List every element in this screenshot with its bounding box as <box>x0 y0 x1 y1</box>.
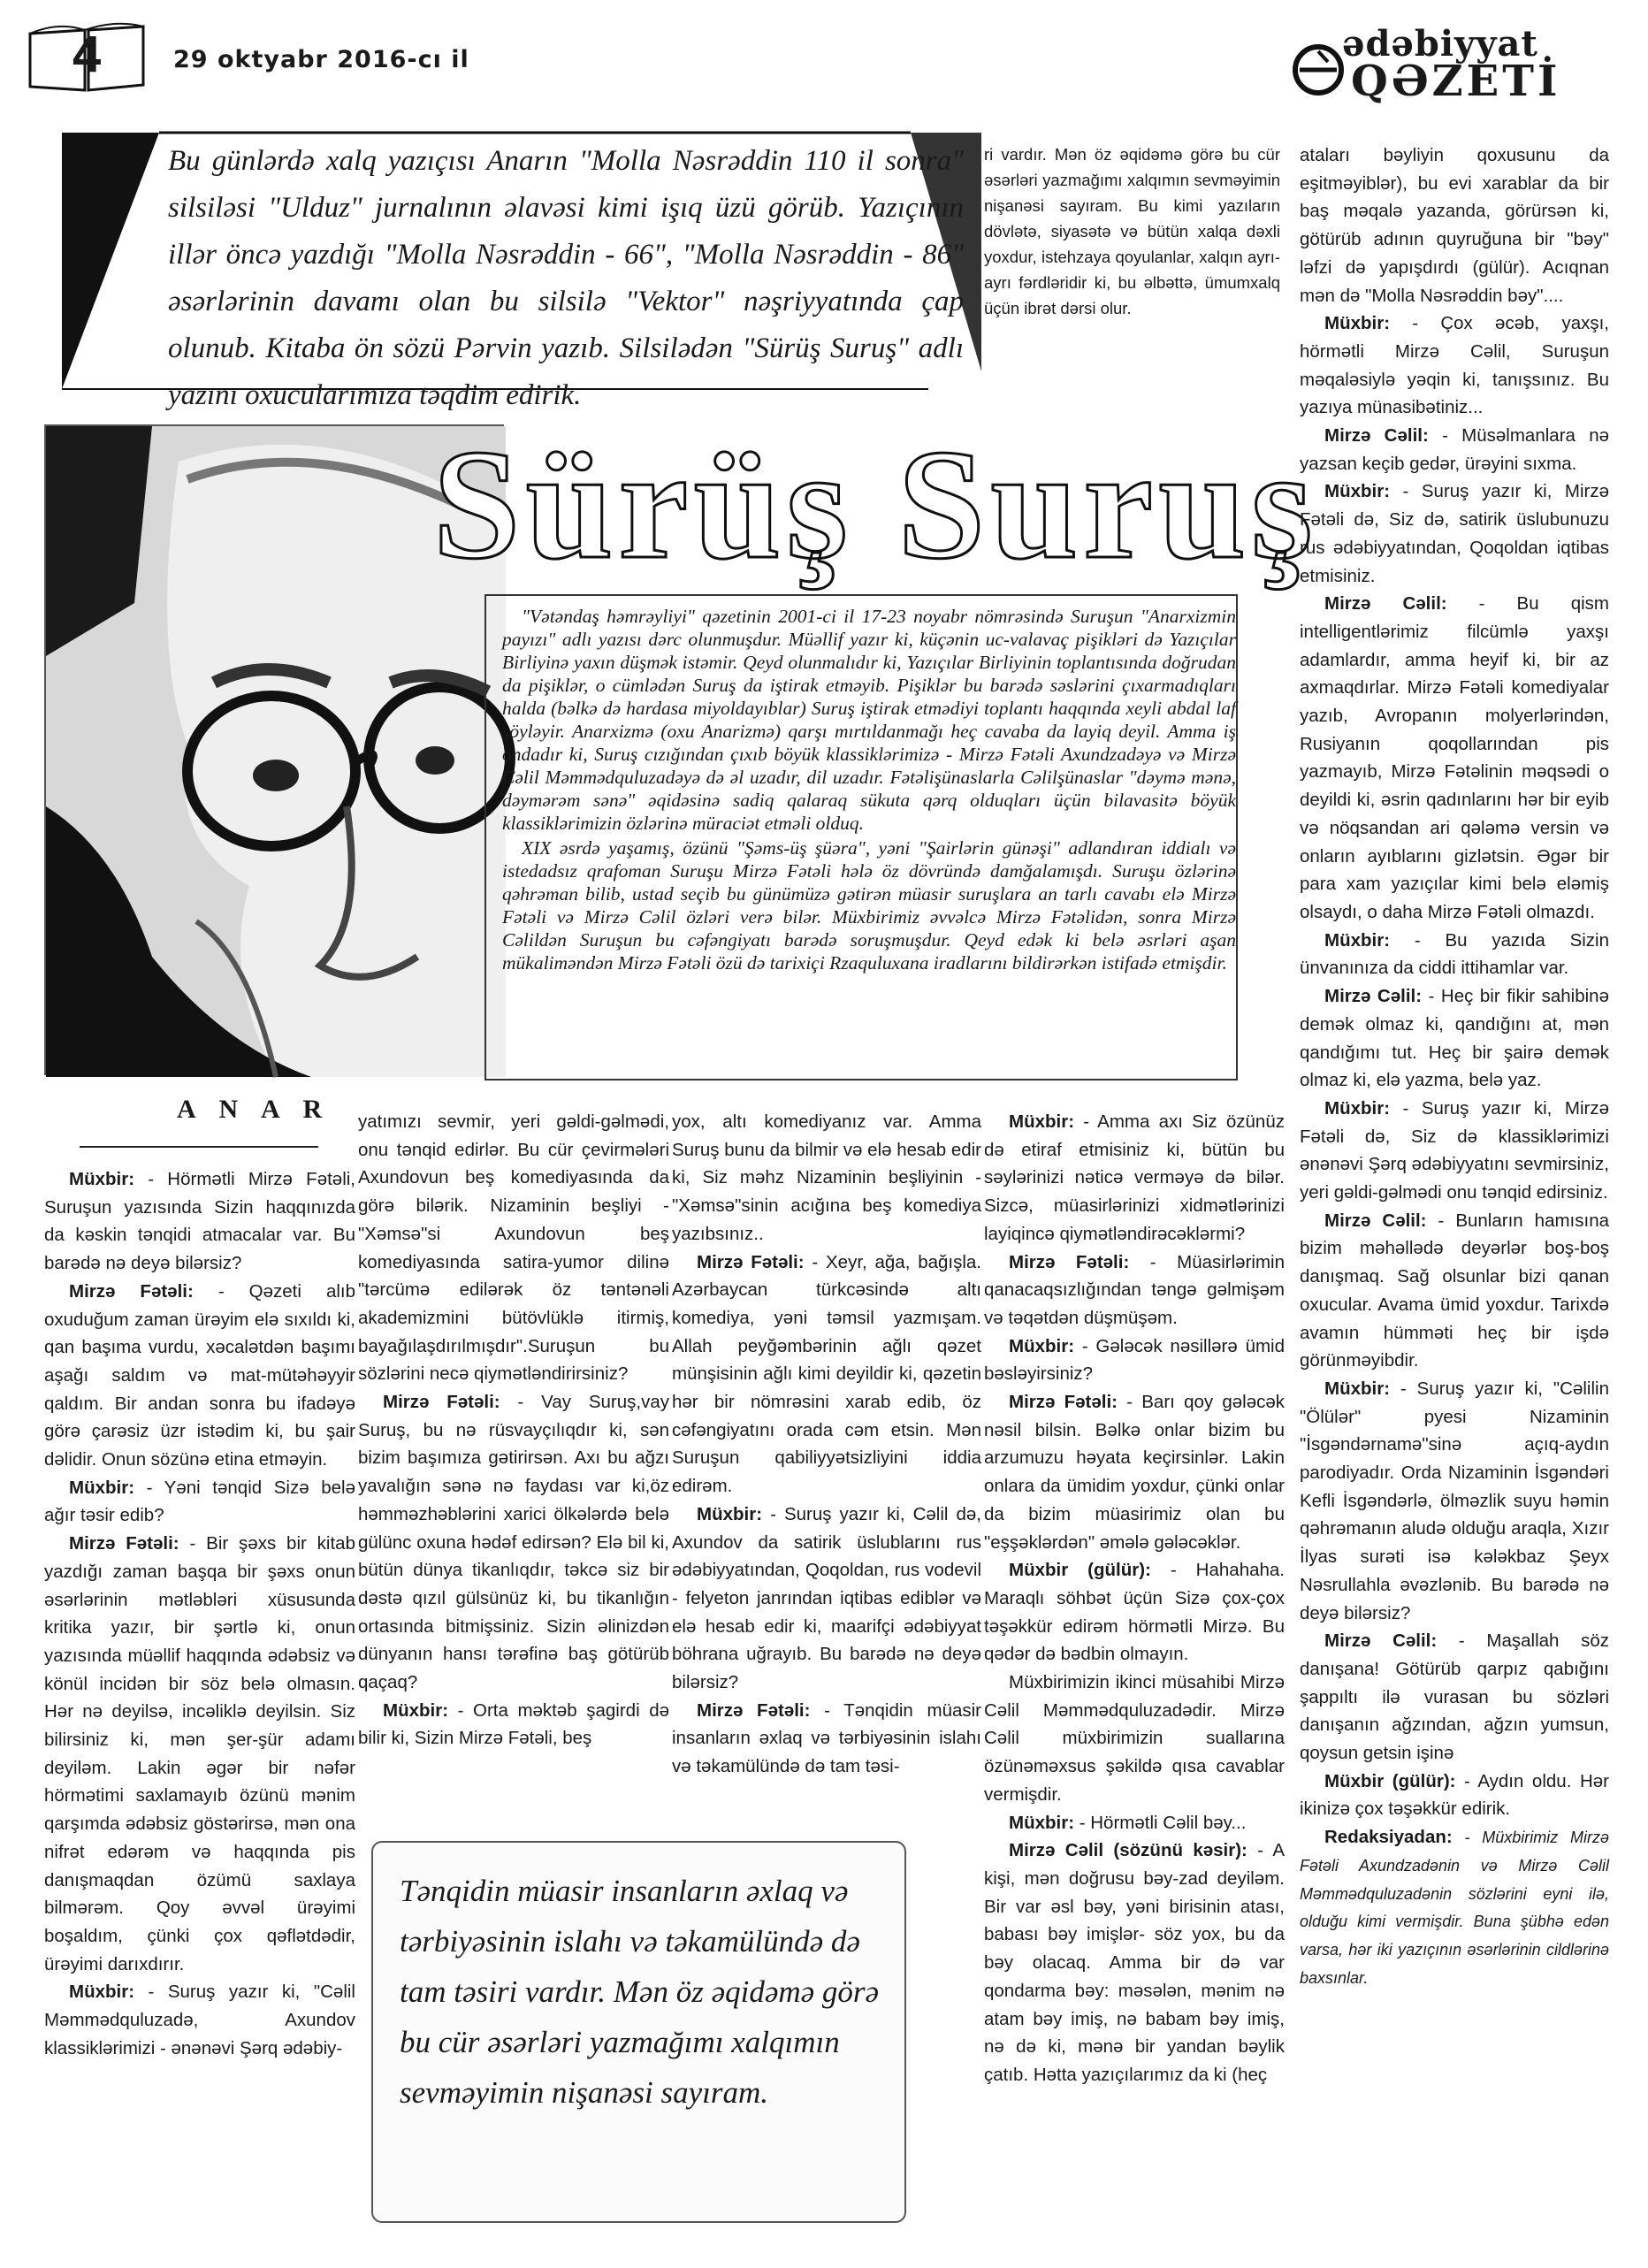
dialogue-text: - Orta məktəb şagirdi də bilir ki, Sizin Mirzə Fətəli, beş <box>358 1699 669 1749</box>
speaker-label: Mirzə Cəlil: <box>1324 593 1447 615</box>
dialogue-paragraph <box>44 1474 355 1530</box>
author-name: A N A R <box>177 1095 332 1124</box>
dialogue-paragraph <box>44 1165 355 1278</box>
dialogue-text: - A kişi, mən doğrusu bəy-zad deyiləm. Bir var əsl bəy, yəni birisinin atası, babası bəy imişlər- söz yox, bu da bəy olacaq. Amma bir də var qondarma bəy: məsələn, mənim nə atam bəy imiş, nə babam bəy imiş, nə də ki, mənə bir yandan bəylik çatıb. Hətta yazıçılarımız da ki (heç <box>984 1840 1285 2085</box>
speaker-label: Müxbir: <box>1009 1335 1075 1356</box>
dialogue-paragraph <box>1300 141 1609 309</box>
dialogue-text: - Müxbirimiz Mirzə Fətəli Axundzadənin və Mirzə Cəlil Məmmədquluzadənin sözlərini eyni ilə, olduğu kimi vermişdir. Buna şübhə edən varsa, hər iki yazıçının əsərlərinin cildlərinə baxsınlar. <box>1300 1829 1609 1987</box>
speaker-label: Müxbir: <box>69 1169 135 1189</box>
column-right-top <box>984 141 1280 321</box>
dialogue-text: - Müsəlmanlara nə yazsan keçib gedər, ürəyini sıxma. <box>1300 425 1609 474</box>
dialogue-text: ri vardır. Mən öz əqidəmə görə bu cür əsərləri yazmağımı xalqımın sevməyimin nişanəsi sayıram. Bu kimi yazıların dövlətə, siyasətə və bütün xalqa dəxli yoxdur, istehzaya qoyulanlar, xalqın ayrı-ayrı fərdləridir ki, bu əlbəttə, ümumxalq üçün ibrət dərsi olur. <box>984 145 1280 317</box>
dialogue-paragraph <box>1300 1207 1609 1375</box>
dialogue-paragraph <box>358 1388 669 1697</box>
speaker-label: Mirzə Cəlil: <box>1324 425 1429 447</box>
dialogue-paragraph <box>984 1809 1285 1837</box>
column-4 <box>984 1108 1285 2089</box>
dialogue-text: Müxbirimizin ikinci müsahibi Mirzə Cəlil Məmmədquluzadədir. Mirzə Cəlil müxbirimizin suallarına özünəməxsus şəkildə qısa cavablar vermişdir. <box>984 1672 1285 1805</box>
dialogue-text: - Barı qoy gələcək nəsil bilsin. Bəlkə onlar bizim bu arzumuzu həyata keçirsinlər. Lakin onlara da ümidim yoxdur, çünki onlar da bizim müasirimiz olan bu "eşşəklərdən" əmələ gələcəklər. <box>984 1392 1286 1553</box>
dialogue-text: - Xeyr, ağa, bağışla. Azərbaycan türkcəsində altı komediya, yəni təmsil yazmışam. Allah peyğəmbərinin ağlı qəzet münşisinin ağlı kimi deyildir ki, qəzetin hər bir nömrəsini xarab edib, öz cəfəngiyatını orada cəm etsin. Mən Suruşun qabiliyyətsizliyini iddia edirəm. <box>672 1251 982 1497</box>
dialogue-text: - Bir şəxs bir kitab yazdığı zaman başqa bir şəxs onun əsərlərinin mətləbləri xüsusunda kritika yazır, bir şərtlə ki, onun yazısında müəllif haqqında ədəbsiz və könül incidən bir söz belə olmasın. Hər nə deyilsə, incəliklə deyilsin. Siz bilirsiniz ki, mən şer-şür adamı deyiləm. Lakin əgər bir nəfər hörmətimi saxlamayıb özünü mənim qarşımda ədəbsiz göstərirsə, mən ona nifrət edərəm və haqqında pis danışmaqdan özümü saxlaya bilmərəm. Qoy əvvəl ürəyimi boşaldım, çünki çox qəflətdədir, ürəyimi darıxdırır. <box>44 1533 355 1974</box>
speaker-label: Mirzə Fətəli: <box>1009 1392 1118 1413</box>
speaker-label: Mirzə Fətəli: <box>697 1699 811 1721</box>
page-number: 4 <box>72 26 102 83</box>
dialogue-text: - Tənqidin müasir insanların əxlaq və tərbiyəsinin islahı və təkamülündə də tam təsi- <box>672 1699 981 1777</box>
dialogue-text: - Yəni tənqid Sizə belə ağır təsir edib? <box>44 1477 355 1526</box>
article-title-graphic <box>432 416 1318 592</box>
dialogue-text: - Müasirlərimin qanacaqsızlığından təngə gəlmişəm və təqətdən düşmüşəm. <box>984 1251 1285 1328</box>
lead-text <box>502 605 1236 976</box>
dialogue-paragraph <box>672 1249 981 1501</box>
speaker-label: Müxbir: <box>1324 1097 1391 1119</box>
speaker-label: Müxbir: <box>69 1477 135 1498</box>
dialogue-paragraph <box>1300 1375 1609 1627</box>
dialogue-paragraph <box>984 1108 1285 1249</box>
intro-text: Bu günlərdə xalq yazıçısı Anarın "Molla Nəsrəddin 110 il sonra" silsiləsi "Ulduz" jurnalının əlavəsi kimi işıq üzü görüb. Yazıçının illər öncə yazdığı "Molla Nəsrəddin - 66", "Molla Nəsrəddin - 86" əsərlərinin davamı olan bu silsilə "Vektor" nəşriyyatında çap olunub. Kitaba ön sözü Pərvin yazıb. Silsilədən "Sürüş Suruş" adlı yazını oxucularımıza təqdim edirik. <box>168 145 964 411</box>
speaker-label: Mirzə Fətəli: <box>69 1280 194 1302</box>
lead-paragraph: XIX əsrdə yaşamış, özünü "Şəms-üş şüəra", yəni "Şairlərin günəşi" adlandıran iddialı və istedadsız qrafoman Suruşu Mirzə Fətəli hələ öz dövründə damğalamışdı. Suruşu özlərinə qəhrəman bilib, ustad seçib bu günümüzə gətirən müasir suruşlara an tarlı cavabı elə Mirzə Fətəli və Mirzə Cəlil özləri verə bilər. Müxbirimiz əvvəlcə Mirzə Fətəlidən, sonra Mirzə Cəlildən Suruşun bu cəfəngiyatı barədə soruşmuşdur. Qeyd edək ki belə əsrləri aşan mükaliməndən Mirzə Fətəli özü də tarixiçi Rzaquluxana iradlarını bildirərkən istifadə etmişdir. <box>502 837 1236 974</box>
dialogue-text: - Çox əcəb, yaxşı, hörmətli Mirzə Cəlil, Suruşun məqaləsiylə yəqin ki, tanışsınız. Bu yazıya münasibətiniz... <box>1300 313 1609 418</box>
dialogue-paragraph <box>984 141 1280 321</box>
dialogue-text: - Aydın oldu. Hər ikinizə çox təşəkkür edirik. <box>1300 1770 1609 1820</box>
speaker-label: Müxbir: <box>1324 313 1391 334</box>
dialogue-paragraph <box>1300 1095 1609 1207</box>
dialogue-text: - Qəzeti alıb oxuduğum zaman ürəyim elə sıxıldı ki, qan başıma vurdu, xəcalətdən başımı aşağı saldım və mat-mütəhəyyir qaldım. Bir andan sonra bu ifadəyə görə çarəsiz üzr istədim ki, bu şair dəlidir. Onun sözünə etina etməyin. <box>44 1280 355 1470</box>
issue-date: 29 oktyabr 2016-cı il <box>173 46 469 73</box>
dialogue-paragraph <box>358 1697 669 1753</box>
dialogue-paragraph <box>984 1249 1285 1333</box>
dialogue-text: - Hörmətli Cəlil bəy... <box>1074 1812 1247 1833</box>
speaker-label: Mirzə Cəlil (sözünü kəsir): <box>1009 1840 1247 1861</box>
article-title <box>432 416 1318 592</box>
dialogue-paragraph <box>44 1978 355 2062</box>
speaker-label: Mirzə Cəlil: <box>1324 986 1423 1007</box>
speaker-label: Müxbir: <box>69 1982 135 2003</box>
speaker-label: Müxbir: <box>383 1699 449 1721</box>
dialogue-paragraph <box>1300 1823 1609 1991</box>
speaker-label: Mirzə Fətəli: <box>69 1533 179 1554</box>
pull-quote <box>371 1841 906 2223</box>
dialogue-text: - Suruş yazır ki, Mirzə Fətəli də, Siz də klassiklərimizi ənənəvi Şərq ədəbiyyatını sevmirsiniz, yeri gəldi-gəlmədi onu tənqid edirsiniz. <box>1300 1097 1609 1203</box>
dialogue-text: - Bu qism intelligentlərimiz filcümlə yaxşı adamlardır, amma heyif ki, bir az axmaqdırlar. Mirzə Fətəli komediyalar yazıb, Avropanın molyerlərindən, Rusiyanın qoqollarından pis yazmayıb, Mirzə Fətəlinin məqsədi o deyildi ki, əsrin qadınlarını hər bir eyib və nöqsandan ari qələmə versin və onların ayıblarını gizlətsin. Əgər bir para xam yazıçılar kimi belə eləmiş olsaydı, o daha Mirzə Fətəli olmazdı. <box>1300 593 1609 922</box>
speaker-label: Redaksiyadan: <box>1324 1827 1453 1848</box>
article-title-text: Sürüş Suruş <box>432 416 1318 592</box>
logo-emblem-icon <box>1287 39 1349 101</box>
dialogue-text: - Suruş yazır ki, Mirzə Fətəli də, Siz də, satirik üslubunuzu rus ədəbiyyatından, Qoqoldan iqtibas etmisiniz. <box>1300 481 1609 586</box>
dialogue-text: - Bunların hamısına bizim məhəllədə deyərlər boş-boş danışmaq. Sağ olsunlar bizi qanan oxucular. Avama ümid yoxdur. Tarixdə avamın hümməti heç bir işdə görünməyibdir. <box>1300 1210 1609 1371</box>
dialogue-paragraph <box>1300 477 1609 590</box>
column-1 <box>44 1165 355 2063</box>
dialogue-text: - Suruş yazır ki, Cəlil də, Axundov da satirik üslublarını rus ədəbiyyatından, Qoqoldan, rus vodevil - felyeton janrından iqtibas ediblər və elə hesab edir ki, maarifçi ədəbiyyat böhrana uğrayıb. Bu barədə nə deyə bilərsiz? <box>672 1503 981 1693</box>
lead-box <box>484 594 1238 1081</box>
column-2 <box>358 1108 669 1753</box>
speaker-label: Müxbir: <box>1009 1812 1075 1833</box>
dialogue-paragraph <box>984 1837 1285 2089</box>
dialogue-text: - Vay Suruş,vay Suruş, bu nə rüsvayçılıqdır ki, sən bizim başımıza gətirirsən. Axı bu ağzı yavalığın sənə nə faydası var ki,öz həmməzhəblərini xarici ölkələrdə belə gülünc oxuna hədəf edirsən? Elə bil ki, bütün dünya tikanlıqdır, təkcə siz bir dəstə qızıl gülsünüz ki, bu tikanlığın ortasında bitmişsiniz. Sizin əlinizdən dünyanın hansı tərəfinə baş götürüb qaçaq? <box>358 1392 669 1693</box>
dialogue-paragraph <box>1300 927 1609 982</box>
dialogue-text: yox, altı komediyanız var. Amma Suruş bunu da bilmir və elə hesab edir ki, Siz məhz Nizaminin beşliyinin - "Xəmsə"sinin acığına beş komediya yazıbsınız.. <box>672 1111 981 1244</box>
dialogue-paragraph <box>1300 982 1609 1095</box>
dialogue-paragraph <box>1300 1768 1609 1823</box>
dialogue-paragraph <box>1300 422 1609 477</box>
dialogue-paragraph <box>984 1333 1285 1388</box>
dialogue-text: - Bu yazıda Sizin ünvanınıza da ciddi ittihamlar var. <box>1300 929 1609 979</box>
dialogue-paragraph <box>672 1501 981 1697</box>
speaker-label: Müxbir (gülür): <box>1009 1560 1151 1581</box>
column-far-right <box>1300 141 1609 1991</box>
pull-quote-text: Tənqidin müasir insanların əxlaq və tərbiyəsinin islahı və təkamülündə də tam təsiri vardır. Mən öz əqidəmə görə bu cür əsərləri yazmağımı xalqımın sevməyimin nişanəsi sayıram. <box>400 1874 880 2110</box>
dialogue-text: - Hahahaha. Maraqlı söhbət üçün Sizə çox-çox təşəkkür edirəm hörmətli Mirzə. Bu qədər də bədbin olmayın. <box>984 1560 1285 1665</box>
dialogue-text: - Suruş yazır ki, "Cəlil Məmmədquluzadə, Axundov klassiklərimizi - ənənəvi Şərq ədəbiy- <box>44 1982 355 2058</box>
dialogue-paragraph <box>984 1669 1285 1809</box>
dialogue-paragraph <box>672 1697 981 1781</box>
dialogue-paragraph <box>44 1278 355 1474</box>
speaker-label: Müxbir: <box>1324 1378 1391 1399</box>
speaker-label: Mirzə Fətəli: <box>383 1392 500 1413</box>
dialogue-text: - Heç bir fikir sahibinə demək olmaz ki, qandığını at, mən qandığımı tut. Heç bir şairə demək olmaz ki, elə yazma, belə yaz. <box>1300 986 1609 1091</box>
newspaper-logo <box>1287 23 1623 106</box>
logo-line-1: ədəbiyyat <box>1342 23 1538 65</box>
dialogue-text: - Gələcək nəsillərə ümid bəsləyirsiniz? <box>984 1335 1285 1385</box>
column-3 <box>672 1108 981 1781</box>
dialogue-paragraph <box>672 1108 981 1249</box>
dialogue-paragraph <box>44 1530 355 1978</box>
lead-paragraph: "Vətəndaş həmrəyliyi" qəzetinin 2001-ci il 17-23 noyabr nömrəsində Suruşun "Anarxizmin payızı" adlı yazısı dərc olunmuşdur. Müəllif yazır ki, küçənin uc-valavaç pişikləri də Yazıçılar Birliyinə yaxın düşmək istəmir. Qeyd olunmalıdır ki, Yazıçılar Birliyinin toplantısında doğrudan da pişiklər, o cümlədən Suruş da iştirak etməyib. Pişiklər bu barədə səslərini çıxarmadıqları halda (bəlkə də hardasa miyoldayıblar) Suruş iştirak etmədiyi toplantı haqqında xeyli abdal laf söyləyir. Anarxizmə (oxu Anarizmə) qarşı mırtıldanmağı heç cavaba da layiq deyil. Amma iş ondadır ki, Suruş cızığından çıxıb böyük klassiklərimizə - Mirzə Fətəli Axundzadəyə və Mirzə Cəlil Məmmədquluzadəyə də əl uzadır, dil uzadır. Fətəlişünaslarla Cəlilşünaslar "dəymə mənə, dəymərəm sənə" əqidəsinə sadiq qalaraq sükuta qərq olduqları üçün bilavasitə böyük klassiklərimizin özlərinə müraciət etməli olduq. <box>502 606 1236 834</box>
speaker-label: Müxbir: <box>1009 1111 1075 1132</box>
dialogue-text: - Hörmətli Mirzə Fətəli, Suruşun yazısında Sizin haqqınızda da kəskin tənqidi atmacalar var. Bu barədə nə deyə bilərsiz? <box>44 1169 355 1274</box>
dialogue-paragraph <box>984 1388 1285 1556</box>
dialogue-text: - Maşallah söz danışana! Götürüb qarpız qabığını şappıltı ilə vurasan bu sözləri danışanın ağzından, ağzın yumsun, qoysun getsin işinə <box>1300 1630 1609 1764</box>
intro-banner <box>62 133 981 411</box>
dialogue-text: - Suruş yazır ki, "Cəlilin "Ölülər" pyesi Nizaminin "İsgəndərnamə"sinə açıq-aydın parodiyadır. Orda Nizaminin İsgəndəri Kefli İsgəndərlə, ölməzlik suyu həmin qəhrəmanın aludə olduğu araqla, Xızır İlyas surəti isə kələkbaz Şeyx Nəsrullahla əvəzlənib. Bu barədə nə deyə bilərsiz? <box>1300 1378 1609 1623</box>
dialogue-paragraph <box>1300 309 1609 422</box>
speaker-label: Mirzə Fətəli: <box>697 1251 805 1272</box>
dialogue-paragraph <box>1300 1627 1609 1768</box>
speaker-label: Müxbir (gülür): <box>1324 1770 1456 1791</box>
dialogue-paragraph <box>984 1556 1285 1669</box>
page-number-badge <box>27 16 150 92</box>
speaker-label: Müxbir: <box>1324 481 1391 502</box>
speaker-label: Müxbir: <box>697 1503 763 1524</box>
dialogue-paragraph <box>1300 590 1609 926</box>
speaker-label: Müxbir: <box>1324 929 1391 951</box>
author-underline <box>80 1146 318 1148</box>
dialogue-text: yatımızı sevmir, yeri gəldi-gəlmədi, onu tənqid edirlər. Bu cür çevirmələri Axundovun beş komediyasında da görə bilərik. Nizaminin beşliyi - "Xəmsə"si Axundovun beş komediyasında satira-yumor dilinə "tərcümə edilərək öz təntənəli akademizmini bütövlüklə itirmiş, bayağılaşdırılmışdır".Suruşun bu sözlərini necə qiymətləndirirsiniz? <box>358 1111 669 1385</box>
dialogue-text: - Amma axı Siz özünüz də etiraf etmisiniz ki, bütün bu səylərinizi nəticə verməyə də bilər. Sizcə, müasirlərinizi xidmətlərinizi layiqincə qiymətləndirəcəklərmi? <box>984 1111 1285 1244</box>
speaker-label: Mirzə Cəlil: <box>1324 1630 1438 1652</box>
dialogue-text: ataları bəyliyin qoxusunu da eşitməyiblər), bu evi xarablar da bir baş məqalə yazanda, görürsən ki, götürüb adının quyruğuna bir "bəy" ləfzi də yapışdırdı (gülür). Acıqnan mən də "Molla Nəsrəddin bəy".... <box>1300 145 1609 306</box>
speaker-label: Mirzə Cəlil: <box>1324 1210 1427 1231</box>
logo-line-2: QƏZETİ <box>1351 57 1561 106</box>
speaker-label: Mirzə Fətəli: <box>1009 1251 1130 1272</box>
dialogue-paragraph <box>358 1108 669 1388</box>
